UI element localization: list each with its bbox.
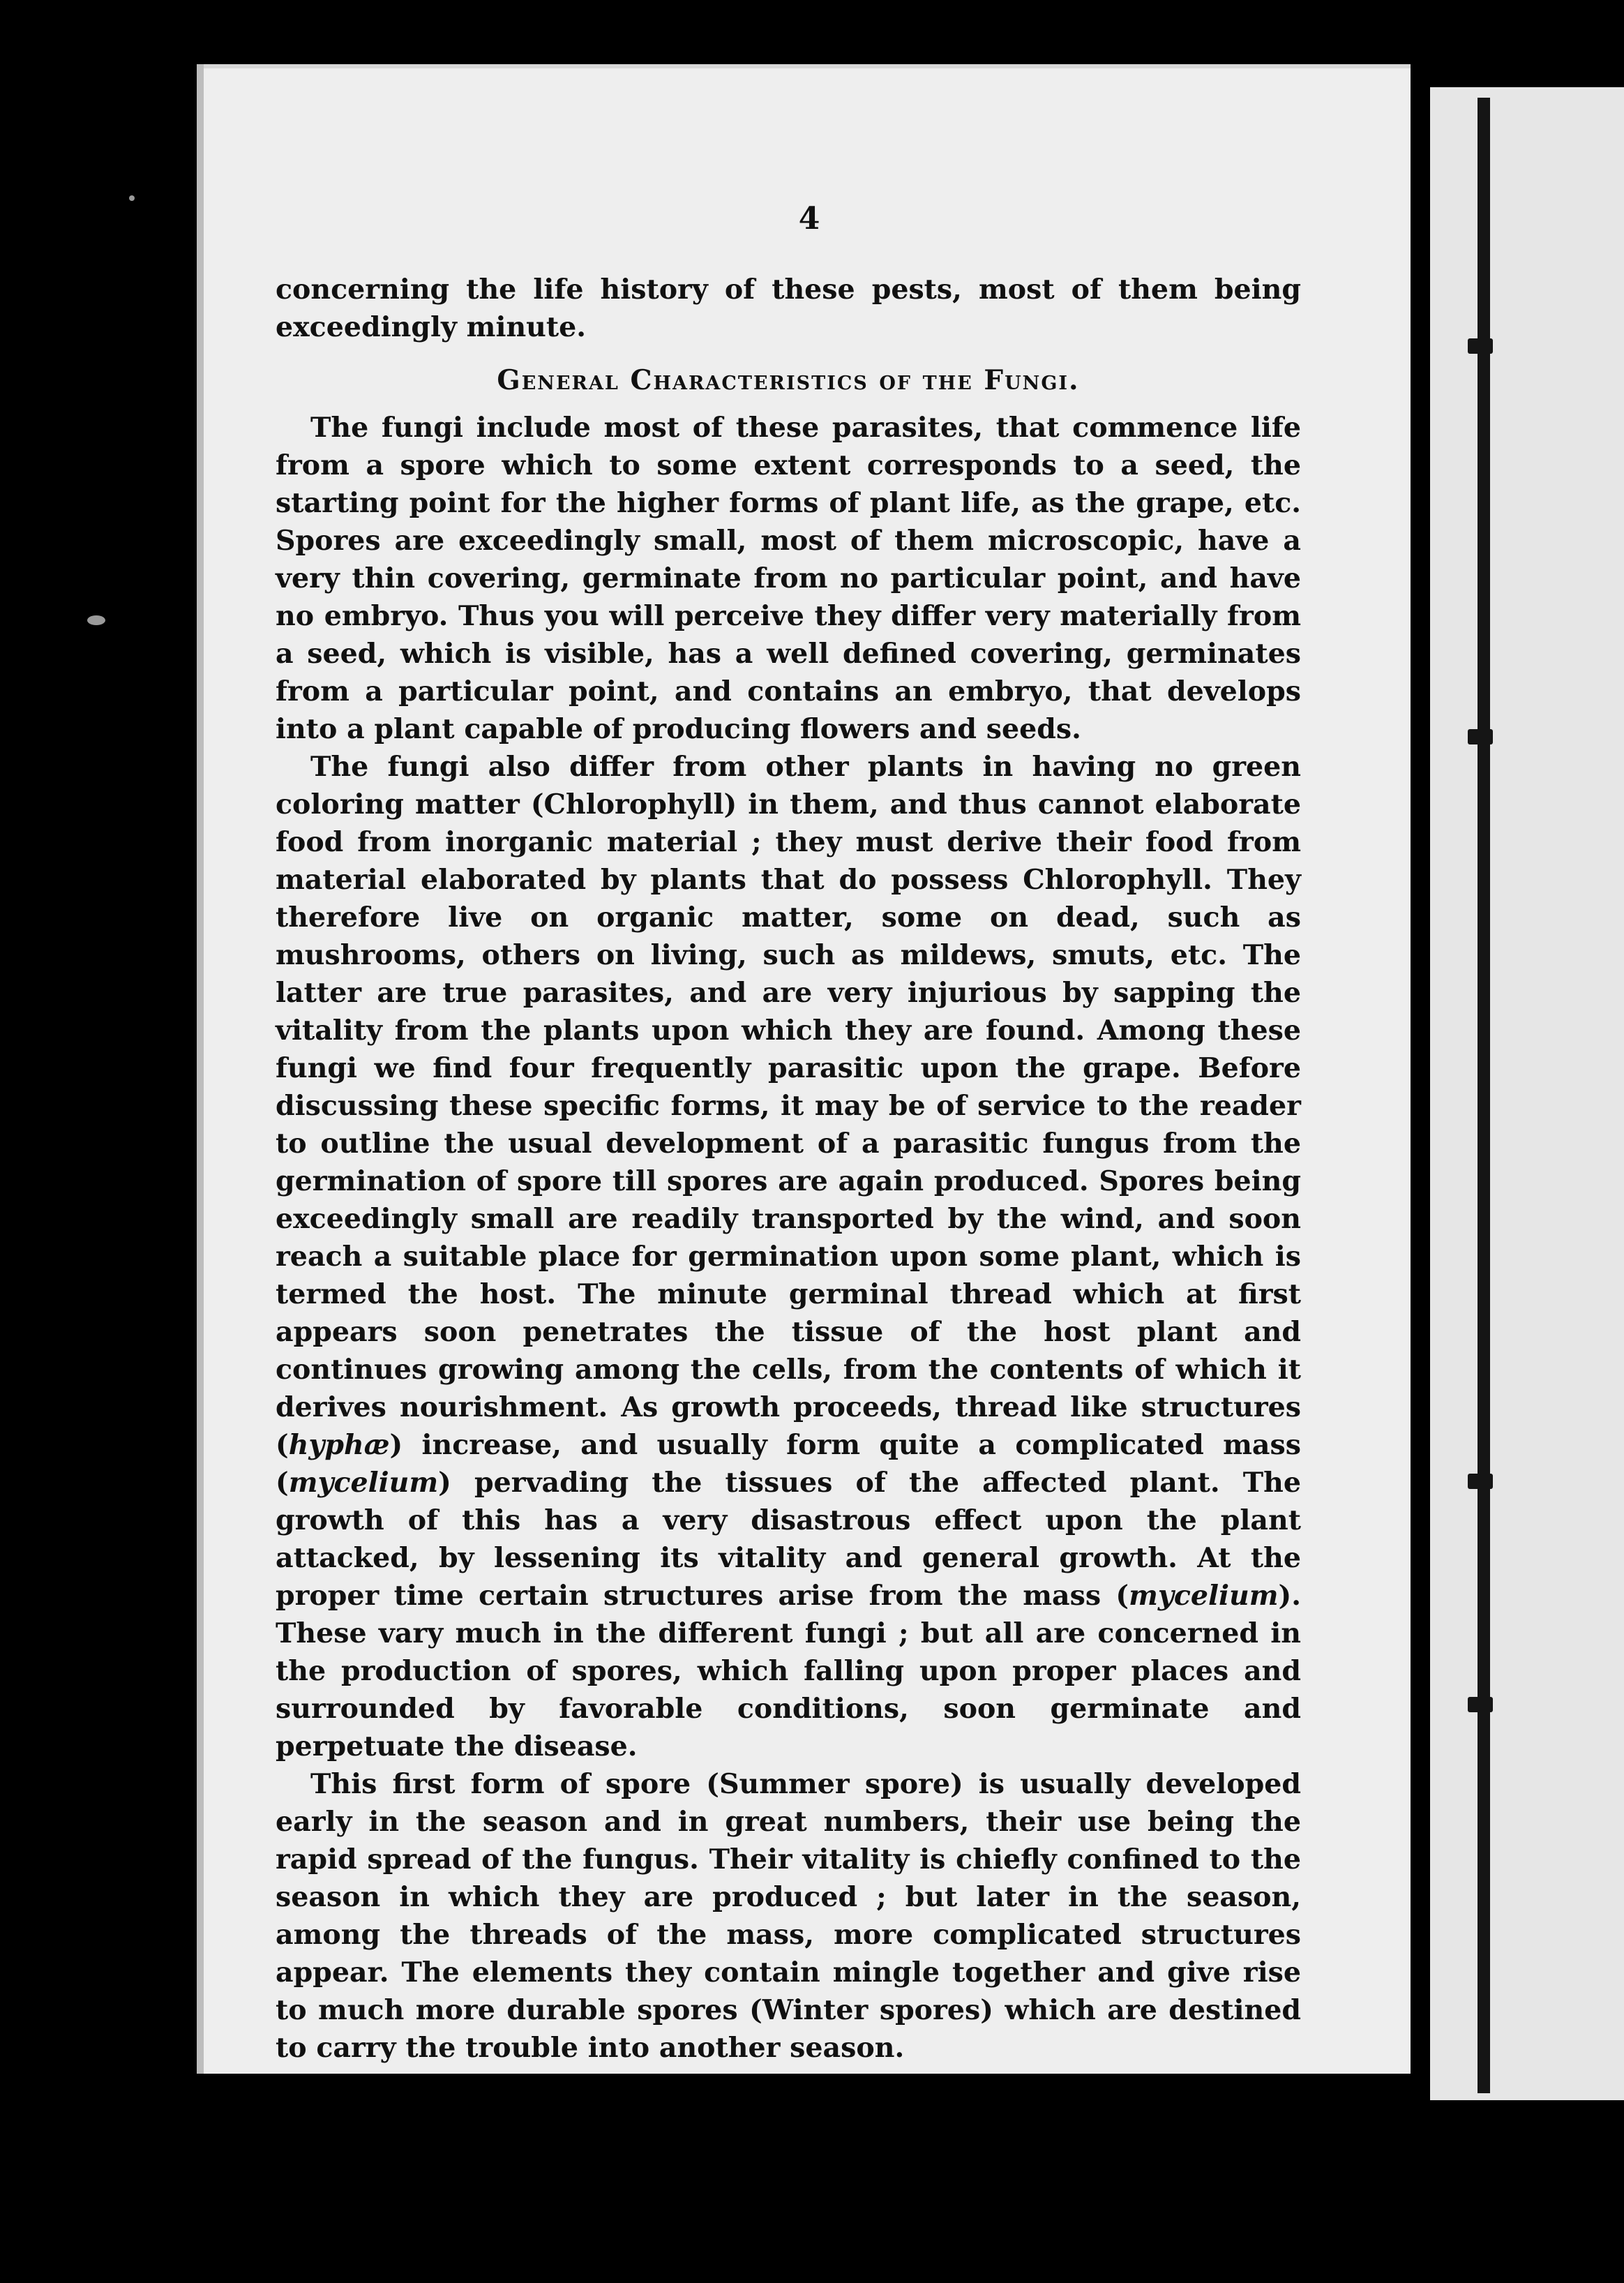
scan-speck (87, 615, 105, 625)
binding-spine (1478, 98, 1490, 2093)
adjacent-page-strip (1430, 87, 1624, 2100)
scan-speck (129, 195, 135, 201)
text-run: ). These vary much in the different fungi ; but all are concerned in the production of spores, which falling upon proper places and surrounded by favorable conditions, soon germinate and perpetuate the disease. (276, 1580, 1301, 1762)
text-run: The fungi also differ from other plants in having no green coloring matter (Chlorophyll) in them, and thus cannot elaborate food from inorganic material ; they must derive their food from material elaborated by plants that do possess Chlorophyll. They therefore live on organic matter, some on dead, such as mushrooms, others on living, such as mildews, smuts, etc. The latter are true parasites, and are very injurious by sapping the vitality from the plants upon which they are found. Among these fungi we find four frequently parasitic upon the grape. Before discussing these specific forms, it may be of service to the reader to outline the usual development of a parasitic fungus from the germination of spore till spores are again produced. Spores being exceedingly small are readily transported by the wind, and soon reach a suitable place for germination upon some plant, which is termed the host. The minute germinal thread which at first appears soon penetrates the tissue of the host plant and continues growing among the cells, from the contents of which it derives nourishment. As growth proceeds, thread like structures ( (276, 751, 1301, 1461)
page-edge (197, 64, 204, 2074)
text-run: The fungi include most of these parasites, that commence life from a spore which to some extent corresponds to a seed, the starting point for the higher forms of plant life, as the grape, etc. Spores are exceedingly small, most of them microscopic, have a very thin covering, germinate from no particular point, and have no embryo. Thus you will perceive they differ very materially from a seed, which is visible, has a well defined covering, germinates from a particular point, and contains an embryo, that develops into a plant capable of producing flowers and seeds. (276, 412, 1301, 745)
paragraph (276, 748, 1301, 1765)
binding-tab (1468, 338, 1493, 354)
text-run: ) pervading the tissues of the affected plant. The growth of this has a very disastrous effect upon the plant attacked, by lessening its vitality and general growth. At the proper time certain structures arise from the mass ( (276, 1467, 1301, 1612)
italic-term: mycelium (288, 1467, 439, 1499)
text-run: This first form of spore (Summer spore) is usually developed early in the season and in great numbers, their use being the rapid spread of the fungus. Their vitality is chiefly confined to the season in which they are produced ; but later in the season, among the threads of the mass, more complicated structures appear. The elements they contain mingle together and give rise to much more durable spores (Winter spores) which are destined to carry the trouble into another season. (276, 1768, 1301, 2064)
page-number: 4 (798, 201, 820, 237)
italic-term: hyphæ (288, 1429, 390, 1461)
binding-tab (1468, 729, 1493, 744)
paragraph (276, 1765, 1301, 2067)
page-text (276, 271, 1301, 2067)
book-page (197, 64, 1411, 2074)
paragraph (276, 409, 1301, 748)
italic-term: mycelium (1129, 1580, 1279, 1612)
text-run: concerning the life history of these pests, most of them being exceedingly minute. (276, 274, 1301, 343)
binding-tab (1468, 1697, 1493, 1712)
paragraph (276, 271, 1301, 346)
text-run: ) increase, and usually form quite a complicated mass ( (276, 1429, 1301, 1499)
binding-tab (1468, 1474, 1493, 1489)
section-heading: General Characteristics of the Fungi. (497, 364, 1080, 396)
